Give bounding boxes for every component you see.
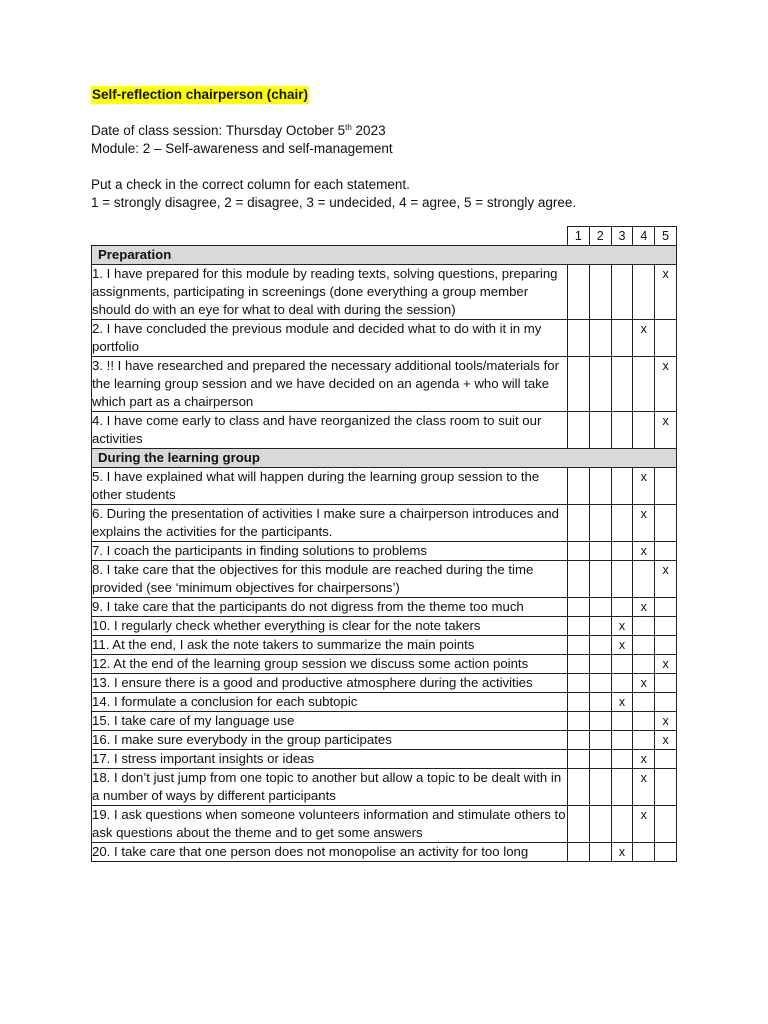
statement-text: 19. I ask questions when someone volunteers information and stimulate others to ask questions about the theme and to get some answers bbox=[92, 806, 568, 843]
scale-header-3: 3 bbox=[611, 227, 633, 246]
rating-cell-5[interactable] bbox=[655, 617, 677, 636]
statement-text: 11. At the end, I ask the note takers to summarize the main points bbox=[92, 636, 568, 655]
rating-cell-5[interactable] bbox=[655, 674, 677, 693]
statement-row bbox=[92, 412, 677, 449]
statement-row bbox=[92, 843, 677, 862]
rating-cell-1[interactable] bbox=[568, 561, 590, 598]
rating-cell-1[interactable] bbox=[568, 265, 590, 320]
statement-row bbox=[92, 561, 677, 598]
rating-cell-5[interactable] bbox=[655, 636, 677, 655]
rating-cell-1[interactable] bbox=[568, 412, 590, 449]
rating-cell-5-checked[interactable]: x bbox=[655, 265, 677, 320]
rating-cell-4-checked[interactable]: x bbox=[633, 769, 655, 806]
rating-cell-5-checked[interactable]: x bbox=[655, 731, 677, 750]
rating-cell-3[interactable] bbox=[611, 769, 633, 806]
scale-legend: 1 = strongly disagree, 2 = disagree, 3 = undecided, 4 = agree, 5 = strongly agree. bbox=[91, 195, 577, 210]
rating-cell-3[interactable] bbox=[611, 712, 633, 731]
statement-text: 6. During the presentation of activities I make sure a chairperson introduces and explains the activities for the participants. bbox=[92, 505, 568, 542]
statement-text: 16. I make sure everybody in the group participates bbox=[92, 731, 568, 750]
rating-cell-5[interactable] bbox=[655, 320, 677, 357]
scale-header-1: 1 bbox=[568, 227, 590, 246]
rating-cell-1[interactable] bbox=[568, 542, 590, 561]
statement-row bbox=[92, 655, 677, 674]
statement-text: 9. I take care that the participants do not digress from the theme too much bbox=[92, 598, 568, 617]
statement-row bbox=[92, 693, 677, 712]
statement-text: 15. I take care of my language use bbox=[92, 712, 568, 731]
rating-cell-5-checked[interactable]: x bbox=[655, 561, 677, 598]
statement-row bbox=[92, 769, 677, 806]
rating-cell-3[interactable] bbox=[611, 655, 633, 674]
rating-cell-1[interactable] bbox=[568, 598, 590, 617]
rating-cell-2[interactable] bbox=[589, 468, 611, 505]
rating-cell-2[interactable] bbox=[589, 674, 611, 693]
rating-cell-3[interactable] bbox=[611, 357, 633, 412]
rating-cell-5-checked[interactable]: x bbox=[655, 412, 677, 449]
statement-row bbox=[92, 542, 677, 561]
rating-cell-4[interactable] bbox=[633, 561, 655, 598]
table-body bbox=[92, 227, 677, 862]
rating-cell-4-checked[interactable]: x bbox=[633, 468, 655, 505]
rating-cell-2[interactable] bbox=[589, 843, 611, 862]
statement-row bbox=[92, 468, 677, 505]
rating-cell-3-checked[interactable]: x bbox=[611, 617, 633, 636]
rating-cell-1[interactable] bbox=[568, 320, 590, 357]
rating-cell-4-checked[interactable]: x bbox=[633, 542, 655, 561]
rating-cell-1[interactable] bbox=[568, 357, 590, 412]
document-title: Self-reflection chairperson (chair) bbox=[92, 87, 309, 102]
rating-cell-3[interactable] bbox=[611, 412, 633, 449]
rating-cell-2[interactable] bbox=[589, 542, 611, 561]
rating-cell-5[interactable] bbox=[655, 693, 677, 712]
rating-cell-2[interactable] bbox=[589, 505, 611, 542]
statement-row bbox=[92, 505, 677, 542]
statement-row bbox=[92, 731, 677, 750]
rating-cell-1[interactable] bbox=[568, 468, 590, 505]
scale-header-4: 4 bbox=[633, 227, 655, 246]
statement-row bbox=[92, 750, 677, 769]
rating-cell-4-checked[interactable]: x bbox=[633, 806, 655, 843]
rating-cell-4-checked[interactable]: x bbox=[633, 320, 655, 357]
rating-cell-4[interactable] bbox=[633, 731, 655, 750]
rating-cell-2[interactable] bbox=[589, 265, 611, 320]
rating-cell-3[interactable] bbox=[611, 468, 633, 505]
rating-cell-3[interactable] bbox=[611, 320, 633, 357]
statement-row bbox=[92, 636, 677, 655]
rating-cell-3[interactable] bbox=[611, 561, 633, 598]
rating-cell-4-checked[interactable]: x bbox=[633, 505, 655, 542]
rating-cell-5[interactable] bbox=[655, 598, 677, 617]
rating-cell-5[interactable] bbox=[655, 843, 677, 862]
session-date-year: 2023 bbox=[351, 123, 386, 138]
rating-cell-1[interactable] bbox=[568, 505, 590, 542]
rating-cell-2[interactable] bbox=[589, 598, 611, 617]
rating-cell-1[interactable] bbox=[568, 843, 590, 862]
statement-text: 1. I have prepared for this module by reading texts, solving questions, preparing assignments, participating in screenings (done everything a group member should do with an eye for what to deal with during the session) bbox=[92, 265, 568, 320]
rating-cell-2[interactable] bbox=[589, 617, 611, 636]
rating-cell-1[interactable] bbox=[568, 769, 590, 806]
session-date-text: Date of class session: Thursday October 5 bbox=[91, 123, 346, 138]
statement-text: 2. I have concluded the previous module and decided what to do with it in my portfolio bbox=[92, 320, 568, 357]
rating-cell-3[interactable] bbox=[611, 265, 633, 320]
rating-cell-2[interactable] bbox=[589, 712, 611, 731]
session-date-suffix-sup: th bbox=[345, 123, 352, 132]
scale-header-2: 2 bbox=[589, 227, 611, 246]
rating-cell-5-checked[interactable]: x bbox=[655, 357, 677, 412]
rating-cell-3[interactable] bbox=[611, 806, 633, 843]
rating-cell-3[interactable] bbox=[611, 731, 633, 750]
statement-row bbox=[92, 806, 677, 843]
rating-cell-1[interactable] bbox=[568, 617, 590, 636]
rating-cell-4[interactable] bbox=[633, 357, 655, 412]
rating-cell-3[interactable] bbox=[611, 750, 633, 769]
rating-cell-4-checked[interactable]: x bbox=[633, 750, 655, 769]
statement-text: 18. I don’t just jump from one topic to another but allow a topic to be dealt with in a number of ways by different participants bbox=[92, 769, 568, 806]
section-title: During the learning group bbox=[92, 449, 677, 468]
rating-cell-2[interactable] bbox=[589, 769, 611, 806]
rating-cell-2[interactable] bbox=[589, 561, 611, 598]
rating-cell-4[interactable] bbox=[633, 655, 655, 674]
rating-cell-2[interactable] bbox=[589, 412, 611, 449]
rating-cell-4[interactable] bbox=[633, 617, 655, 636]
scale-header-5: 5 bbox=[655, 227, 677, 246]
statement-text: 3. !! I have researched and prepared the necessary additional tools/materials for the learning group session and we have decided on an agenda + who will take which part as a chairperson bbox=[92, 357, 568, 412]
rating-cell-3-checked[interactable]: x bbox=[611, 843, 633, 862]
rating-cell-2[interactable] bbox=[589, 731, 611, 750]
rating-cell-5[interactable] bbox=[655, 806, 677, 843]
self-reflection-table bbox=[91, 226, 677, 862]
rating-cell-5[interactable] bbox=[655, 769, 677, 806]
rating-cell-3[interactable] bbox=[611, 505, 633, 542]
rating-cell-1[interactable] bbox=[568, 806, 590, 843]
section-header-row bbox=[92, 246, 677, 265]
statement-text: 13. I ensure there is a good and productive atmosphere during the activities bbox=[92, 674, 568, 693]
statement-text: 10. I regularly check whether everything is clear for the note takers bbox=[92, 617, 568, 636]
statement-row bbox=[92, 320, 677, 357]
rating-cell-5-checked[interactable]: x bbox=[655, 655, 677, 674]
rating-cell-1[interactable] bbox=[568, 750, 590, 769]
statement-text: 8. I take care that the objectives for this module are reached during the time provided (see ‘minimum objectives for chairpersons’) bbox=[92, 561, 568, 598]
rating-cell-3[interactable] bbox=[611, 542, 633, 561]
section-header-row bbox=[92, 449, 677, 468]
rating-cell-5[interactable] bbox=[655, 505, 677, 542]
rating-cell-4[interactable] bbox=[633, 712, 655, 731]
rating-cell-2[interactable] bbox=[589, 320, 611, 357]
instruction-line: Put a check in the correct column for each statement. bbox=[91, 177, 410, 192]
statement-row bbox=[92, 617, 677, 636]
rating-cell-4[interactable] bbox=[633, 412, 655, 449]
rating-cell-1[interactable] bbox=[568, 636, 590, 655]
rating-cell-1[interactable] bbox=[568, 655, 590, 674]
rating-cell-1[interactable] bbox=[568, 731, 590, 750]
header-blank-cell bbox=[92, 227, 568, 246]
statement-row bbox=[92, 674, 677, 693]
rating-cell-3[interactable] bbox=[611, 598, 633, 617]
statement-row bbox=[92, 712, 677, 731]
session-date bbox=[91, 122, 386, 140]
rating-cell-4[interactable] bbox=[633, 693, 655, 712]
module-line: Module: 2 – Self-awareness and self-management bbox=[91, 141, 393, 156]
rating-cell-4-checked[interactable]: x bbox=[633, 598, 655, 617]
statement-text: 5. I have explained what will happen during the learning group session to the other students bbox=[92, 468, 568, 505]
statement-text: 12. At the end of the learning group session we discuss some action points bbox=[92, 655, 568, 674]
rating-cell-2[interactable] bbox=[589, 693, 611, 712]
rating-cell-2[interactable] bbox=[589, 655, 611, 674]
rating-cell-5[interactable] bbox=[655, 542, 677, 561]
rating-cell-1[interactable] bbox=[568, 674, 590, 693]
statement-row bbox=[92, 598, 677, 617]
rating-cell-4[interactable] bbox=[633, 265, 655, 320]
rating-cell-1[interactable] bbox=[568, 693, 590, 712]
rating-cell-2[interactable] bbox=[589, 357, 611, 412]
statement-text: 20. I take care that one person does not monopolise an activity for too long bbox=[92, 843, 568, 862]
statement-text: 14. I formulate a conclusion for each subtopic bbox=[92, 693, 568, 712]
statement-text: 17. I stress important insights or ideas bbox=[92, 750, 568, 769]
rating-cell-4[interactable] bbox=[633, 843, 655, 862]
scale-header-row bbox=[92, 227, 677, 246]
rating-cell-2[interactable] bbox=[589, 636, 611, 655]
section-title: Preparation bbox=[92, 246, 677, 265]
rating-cell-5-checked[interactable]: x bbox=[655, 712, 677, 731]
rating-cell-4-checked[interactable]: x bbox=[633, 674, 655, 693]
rating-cell-4[interactable] bbox=[633, 636, 655, 655]
rating-cell-2[interactable] bbox=[589, 750, 611, 769]
rating-cell-2[interactable] bbox=[589, 806, 611, 843]
rating-cell-1[interactable] bbox=[568, 712, 590, 731]
rating-cell-5[interactable] bbox=[655, 750, 677, 769]
rating-cell-3[interactable] bbox=[611, 674, 633, 693]
rating-cell-3-checked[interactable]: x bbox=[611, 693, 633, 712]
statement-row bbox=[92, 357, 677, 412]
statement-text: 4. I have come early to class and have reorganized the class room to suit our activities bbox=[92, 412, 568, 449]
rating-cell-5[interactable] bbox=[655, 468, 677, 505]
statement-row bbox=[92, 265, 677, 320]
statement-text: 7. I coach the participants in finding solutions to problems bbox=[92, 542, 568, 561]
rating-cell-3-checked[interactable]: x bbox=[611, 636, 633, 655]
